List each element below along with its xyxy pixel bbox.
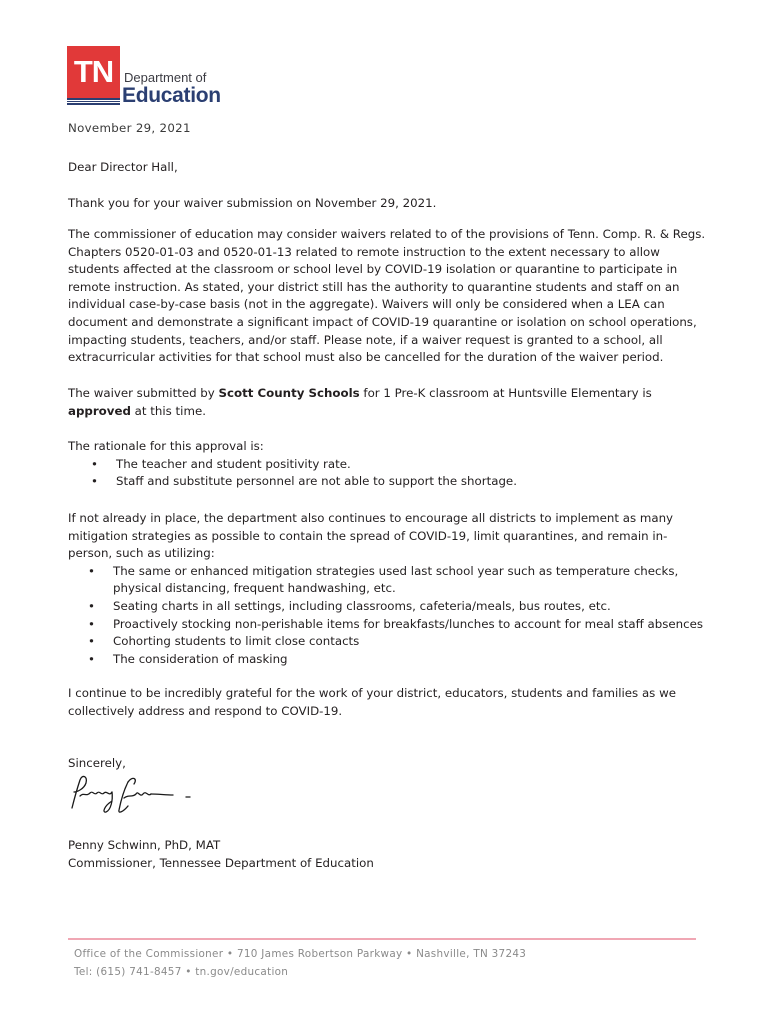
approval-paragraph	[68, 385, 708, 420]
list-item: • The teacher and student positivity rate.	[68, 456, 708, 474]
approval-suffix: at this time.	[130, 403, 206, 418]
footer-divider	[68, 938, 696, 940]
thanks-line: Thank you for your waiver submission on November 29, 2021.	[68, 196, 437, 210]
salutation: Dear Director Hall,	[68, 160, 178, 174]
footer-contact: Tel: (615) 741-8457 • tn.gov/education	[74, 966, 289, 978]
closing-paragraph: I continue to be incredibly grateful for the work of your district, educators, students and families as we collectively address and respond to COVID-19.	[68, 686, 676, 718]
rationale-section	[68, 438, 708, 491]
rationale-intro: The rationale for this approval is:	[68, 439, 264, 453]
signer-title: Commissioner, Tennessee Department of Education	[68, 856, 374, 870]
logo-education-text: Education	[122, 84, 221, 107]
tn-education-logo	[67, 46, 227, 106]
sign-off: Sincerely,	[68, 756, 126, 770]
list-item: • Cohorting students to limit close contacts	[68, 633, 708, 651]
district-name: Scott County Schools	[218, 386, 360, 400]
handwritten-signature	[66, 770, 196, 820]
rationale-list	[68, 456, 708, 491]
list-item: • Staff and substitute personnel are not able to support the shortage.	[68, 473, 708, 491]
list-item: • Proactively stocking non-perishable items for breakfasts/lunches to account for meal staff absences	[68, 616, 708, 634]
list-item: • The same or enhanced mitigation strategies used last school year such as temperature checks, physical distancing, frequent handwashing, etc.	[68, 563, 708, 598]
letter-date: November 29, 2021	[68, 121, 191, 135]
approval-status: approved	[68, 403, 131, 418]
logo-mark: TN	[73, 54, 114, 89]
waiver-policy-paragraph: The commissioner of education may consider waivers related to of the provisions of Tenn. Comp. R. & Regs. Chapters 0520-01-03 and 0520-01-13 related to remote instruction to the extent necessary to allow students affected at the classroom or school level by COVID-19 isolation or quarantine to participate in remote instruction. As stated, your district still has the authority to quarantine students and staff on an individual case-by-case basis (not in the aggregate). Waivers will only be considered when a LEA can document and demonstrate a significant impact of COVID-19 quarantine or isolation on school operations, impacting students, teachers, and/or staff. Please note, if a waiver request is granted to a school, all extracurricular activities for that school must also be cancelled for the duration of the waiver period.	[68, 227, 706, 365]
approval-prefix: The waiver submitted by	[68, 386, 219, 400]
footer-address: Office of the Commissioner • 710 James Robertson Parkway • Nashville, TN 37243	[74, 948, 527, 960]
list-item: • Seating charts in all settings, including classrooms, cafeteria/meals, bus routes, etc.	[68, 598, 708, 616]
list-item: • The consideration of masking	[68, 651, 708, 669]
signer-name: Penny Schwinn, PhD, MAT	[68, 838, 221, 852]
mitigation-section	[68, 510, 708, 668]
approval-middle: for 1 Pre-K classroom at Huntsville Elementary is	[359, 386, 652, 400]
logo-department-text: Department of	[124, 70, 207, 85]
mitigation-list	[68, 563, 708, 669]
logo-underline-middle	[67, 101, 120, 102]
mitigation-intro: If not already in place, the department also continues to encourage all districts to implement as many mitigation strategies as possible to contain the spread of COVID-19, limit quarantines, and remain in-person, such as utilizing:	[68, 511, 674, 561]
